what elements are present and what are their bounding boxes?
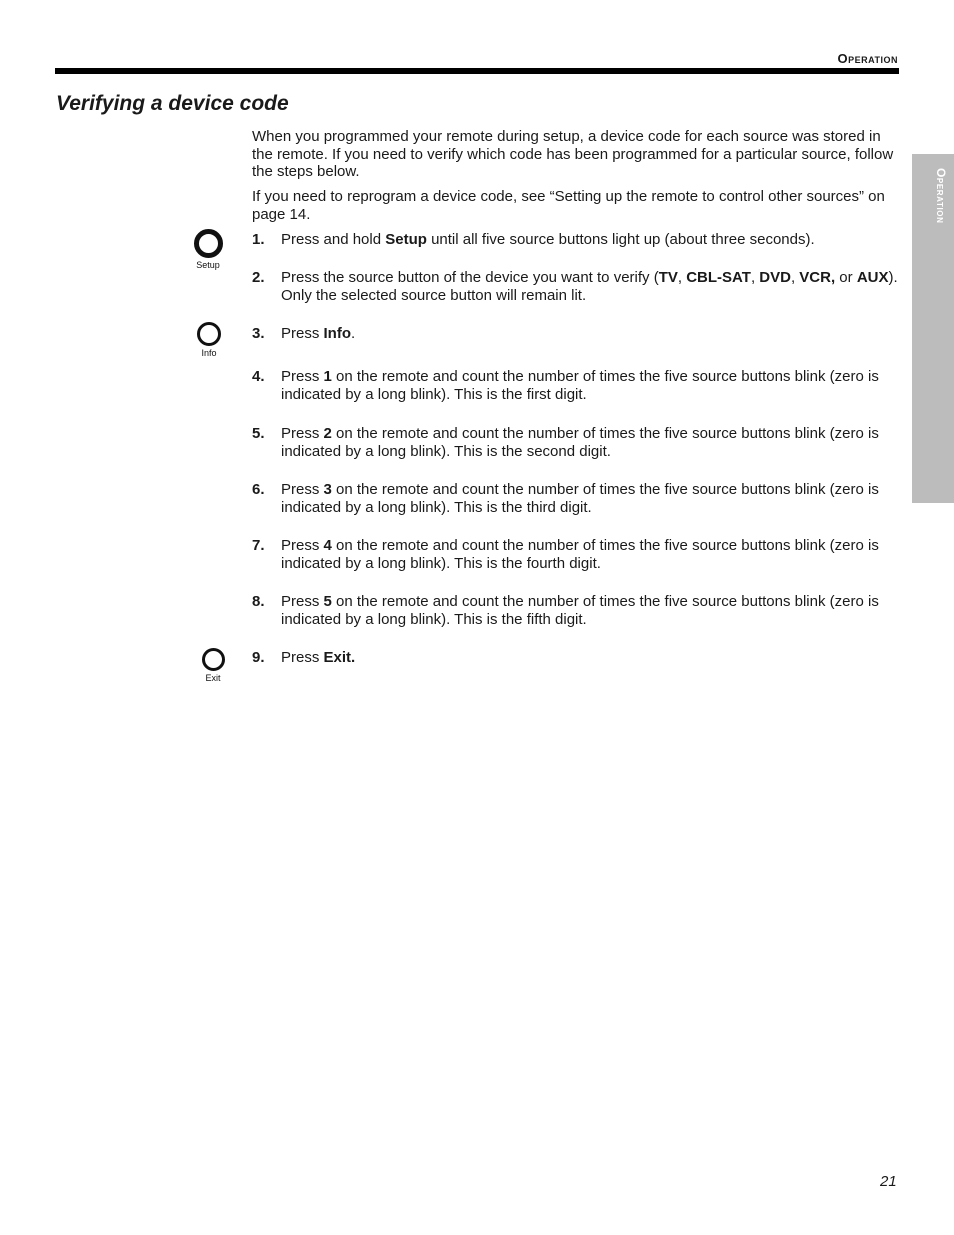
step-number: 5. [252,425,265,442]
step-2 [252,269,898,305]
step-text: Press and hold Setup until all five source buttons light up (about three seconds). [281,231,815,248]
side-tab [912,154,954,503]
step-text: Press 5 on the remote and count the number of times the five source buttons blink (zero is indicated by a long blink). This is the fifth digit. [281,593,879,628]
step-1 [252,231,898,249]
step-number: 4. [252,368,265,385]
step-3 [252,325,898,343]
intro-paragraph: When you programmed your remote during setup, a device code for each source was stored in the remote. If you need to verify which code has been programmed for a particular source, follow the steps below. [252,128,894,180]
exit-icon-label: Exit [205,673,221,683]
step-number: 3. [252,325,265,342]
step-4 [252,368,898,404]
side-tab-label: Operation [934,168,948,224]
info-button-icon [194,322,224,359]
step-text: Press the source button of the device you want to verify (TV, CBL-SAT, DVD, VCR, or AUX). Only the selected source button will remain lit. [281,269,898,304]
step-text: Press Info. [281,325,356,342]
setup-button-icon [192,229,224,271]
step-number: 7. [252,537,265,554]
info-ring-icon [197,322,221,346]
step-number: 1. [252,231,265,248]
header-rule [55,68,899,74]
step-number: 2. [252,269,265,286]
running-header: Operation [837,51,898,66]
step-9 [252,649,898,667]
reprogram-note: If you need to reprogram a device code, see “Setting up the remote to control other sources” on page 14. [252,188,885,223]
setup-icon-label: Setup [196,260,220,270]
page-number: 21 [880,1173,897,1190]
step-number: 9. [252,649,265,666]
step-text: Press 2 on the remote and count the number of times the five source buttons blink (zero is indicated by a long blink). This is the second digit. [281,425,879,460]
step-7 [252,537,898,573]
info-icon-label: Info [201,348,217,358]
exit-ring-icon [202,648,225,671]
step-text: Press 3 on the remote and count the number of times the five source buttons blink (zero is indicated by a long blink). This is the third digit. [281,481,879,516]
page-title: Verifying a device code [56,92,289,115]
step-text: Press 1 on the remote and count the number of times the five source buttons blink (zero is indicated by a long blink). This is the first digit. [281,368,879,403]
step-8 [252,593,898,629]
setup-ring-icon [194,229,223,258]
step-number: 8. [252,593,265,610]
step-text: Press Exit. [281,649,356,666]
exit-button-icon [198,648,228,684]
step-number: 6. [252,481,265,498]
step-text: Press 4 on the remote and count the number of times the five source buttons blink (zero is indicated by a long blink). This is the fourth digit. [281,537,879,572]
step-6 [252,481,898,517]
step-5 [252,425,898,461]
